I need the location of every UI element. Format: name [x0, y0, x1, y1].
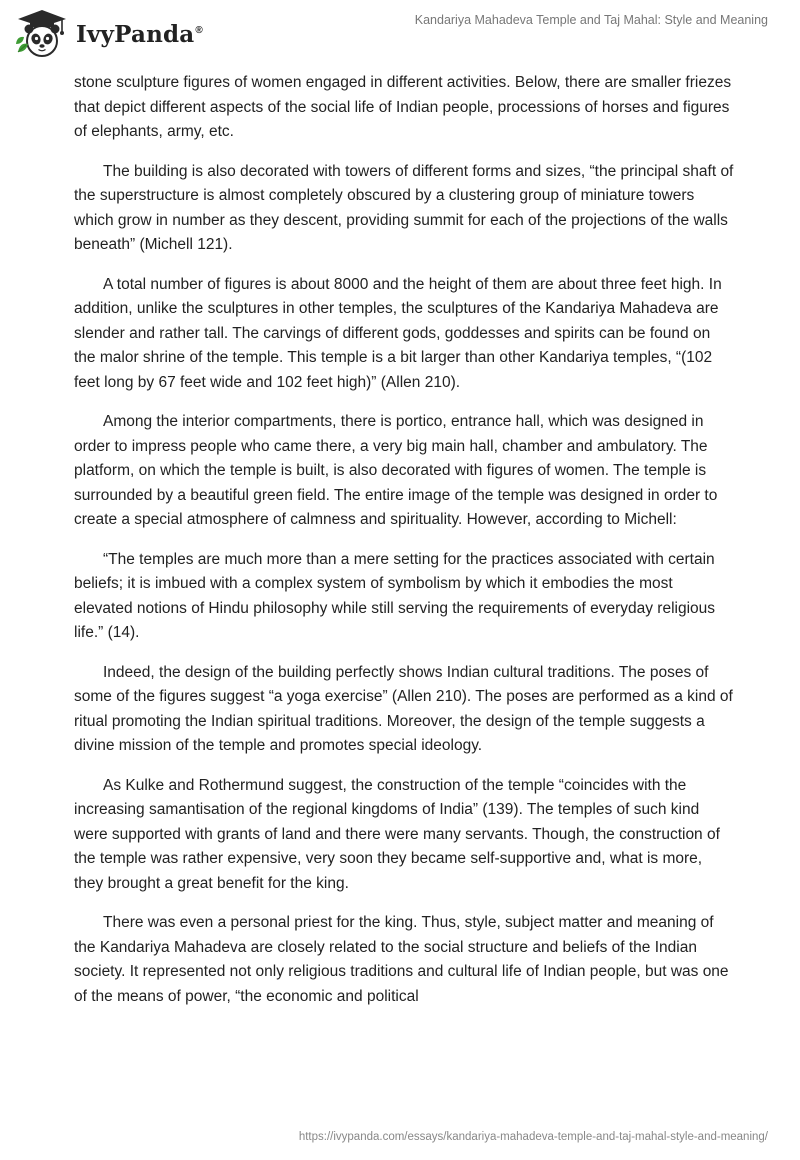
paragraph-continuation: stone sculpture figures of women engaged in different activities. Below, there are smaller friezes that depict different aspects of the social life of Indian people, processions of horses and figures of elephants, army, etc. [74, 74, 732, 140]
page-header [0, 0, 800, 70]
paragraph: As Kulke and Rothermund suggest, the construction of the temple “coincides with the increasing samantisation of the regional kingdoms of India” (139). The temples of such kind were supported with grants of land and there were many servants. Though, the construction of the temple was rather expensive, very soon they became self-supportive and, what is more, they brought a great benefit for the king. [74, 776, 720, 892]
logo-text: IvyPanda [76, 20, 195, 48]
document-title: Kandariya Mahadeva Temple and Taj Mahal: Style and Meaning [414, 13, 768, 27]
paragraph: There was even a personal priest for the king. Thus, style, subject matter and meaning of the Kandariya Mahadeva are closely related to the social structure and beliefs of the Indian society. It represented not only religious traditions and cultural life of Indian people, but was one of the means of power, “the economic and political [74, 914, 729, 1005]
paragraph: The building is also decorated with towers of different forms and sizes, “the principal shaft of the superstructure is almost completely obscured by a clustering group of miniature towers which grow in number as they descent, providing summit for each of the projections of the walls beneath” (Michell 121). [74, 162, 734, 253]
ivypanda-logo[interactable] [14, 8, 203, 58]
quote-paragraph: “The temples are much more than a mere setting for the practices associated with certain beliefs; it is imbued with a complex system of symbolism by which it embodies the most elevated notions of Hindu philosophy while still serving the requirements of everyday religious life.” (14). [74, 550, 716, 641]
registered-mark: ® [195, 24, 203, 36]
panda-graduate-icon [14, 8, 70, 58]
paragraph: A total number of figures is about 8000 and the height of them are about three feet high. In addition, unlike the sculptures in other temples, the sculptures of the Kandariya Mahadeva are slender and rather tall. The carvings of different gods, goddesses and spirits can be found on the malor shrine of the temple. This temple is a bit larger than other Kandariya temples, “(102 feet long by 67 feet wide and 102 feet high)” (Allen 210). [74, 275, 722, 391]
logo-wordmark [76, 21, 203, 48]
essay-body [74, 71, 734, 1024]
paragraph: Among the interior compartments, there is portico, entrance hall, which was designed in order to impress people who came there, a very big main hall, chamber and ambulatory. The platform, on which the temple is built, is also decorated with figures of women. The temple is surrounded by a beautiful green field. The entire image of the temple was designed in order to create a special atmosphere of calmness and spirituality. However, according to Michell: [74, 413, 718, 528]
paragraph: Indeed, the design of the building perfectly shows Indian cultural traditions. The poses of some of the figures suggest “a yoga exercise” (Allen 210). The poses are performed as a kind of ritual promoting the Indian spiritual traditions. Moreover, the design of the temple suggests a divine mission of the temple and promotes special ideology. [74, 663, 733, 754]
source-url[interactable]: https://ivypanda.com/essays/kandariya-mahadeva-temple-and-taj-mahal-style-and-meaning/ [298, 1131, 768, 1143]
